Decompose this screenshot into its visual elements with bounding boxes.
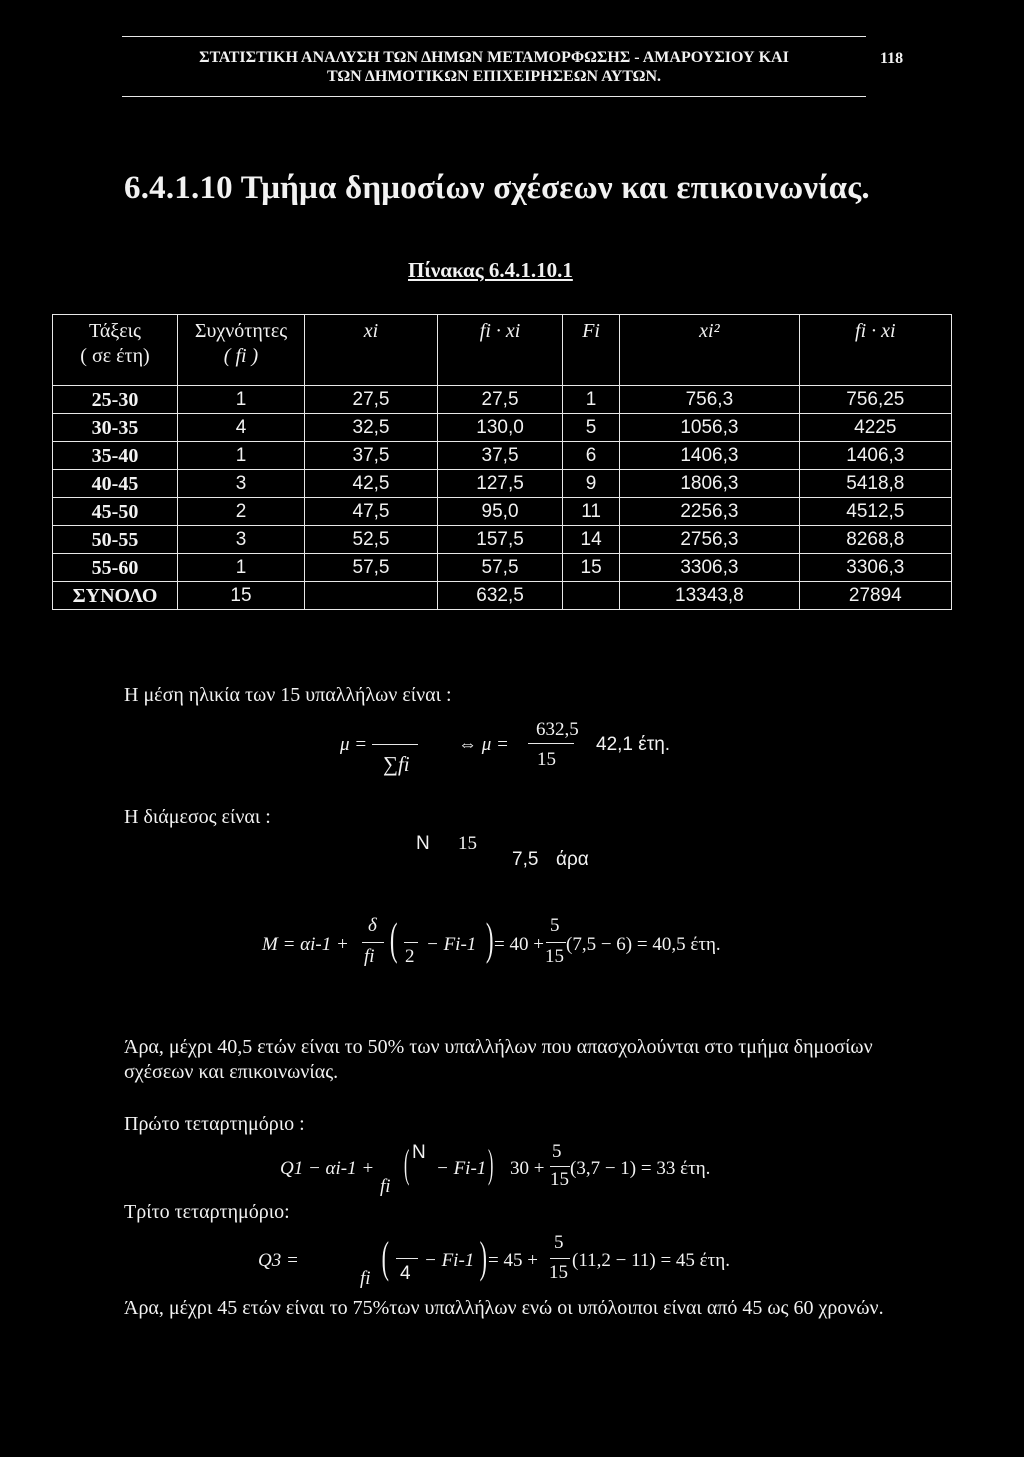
median-open-paren: ( (389, 913, 398, 964)
q3-eq: = 45 + (488, 1250, 538, 1271)
q1-calc: (3,7 − 1) = 33 έτη. (570, 1158, 711, 1179)
table-caption: Πίνακας 6.4.1.10.1 (408, 258, 573, 282)
q1-lhs: Q1 − αi-1 + (280, 1158, 375, 1179)
q3-lhs: Q3 = (258, 1250, 299, 1271)
median-n-over-2-line (404, 942, 418, 943)
q1-intro: Πρώτο τεταρτημόριο : (124, 1113, 305, 1135)
mean-sum-f: ∑fi (383, 752, 410, 776)
table-row: 50-55 3 52,5 157,5 14 2756,3 8268,8 (53, 526, 952, 554)
median-n-value: 15 (458, 833, 477, 854)
median-formula-lhs: M = αi-1 + (262, 934, 349, 955)
header-top-rule (122, 36, 866, 37)
header-bottom-rule (122, 96, 866, 97)
mean-denominator: 15 (537, 749, 556, 770)
median-fi: fi (364, 946, 375, 967)
median-minus-F: − Fi-1 (426, 934, 477, 955)
table-row: 55-60 1 57,5 57,5 15 3306,3 3306,3 (53, 554, 952, 582)
q3-n-over-4-line (396, 1258, 418, 1259)
table-row: 40-45 3 42,5 127,5 9 1806,3 5418,8 (53, 470, 952, 498)
median-fifteen: 15 (545, 946, 564, 967)
median-fraction-line (362, 942, 384, 943)
median-close-paren: ) (485, 913, 494, 964)
table-row: 30-35 4 32,5 130,0 5 1056,3 4225 (53, 414, 952, 442)
conclusion-median: Άρα, μέχρι 40,5 ετών είναι το 50% των υπαλλήλων που απασχολούνται στο τμήμα δημοσίων σχέσεων και επικοινωνίας. (124, 1036, 873, 1083)
median-two: 2 (405, 946, 415, 967)
q1-n: N (412, 1142, 426, 1163)
median-five: 5 (550, 915, 560, 936)
table-row: 45-50 2 47,5 95,0 11 2256,3 4512,5 (53, 498, 952, 526)
q3-four: 4 (400, 1263, 411, 1284)
running-header (122, 48, 866, 86)
table-row: 35-40 1 37,5 37,5 6 1406,3 1406,3 (53, 442, 952, 470)
q3-fraction-line (550, 1258, 570, 1259)
q1-fi: fi (380, 1176, 391, 1197)
median-delta: δ (368, 915, 377, 936)
page-number: 118 (880, 50, 904, 67)
q1-minus-F: − Fi-1 (436, 1158, 487, 1179)
mean-mu-label: μ = (340, 734, 368, 755)
q1-num: 5 (552, 1141, 562, 1162)
median-n-label: N (416, 833, 430, 854)
col-header-xi: xi (305, 315, 438, 386)
q3-minus-F: − Fi-1 (424, 1250, 475, 1271)
col-header-frequency: Συχνότητες ( fi ) (178, 315, 305, 386)
header-line-1: ΣΤΑΤΙΣΤΙΚΗ ΑΝΑΛΥΣΗ ΤΩΝ ΔΗΜΩΝ ΜΕΤΑΜΟΡΦΩΣΗΣ - ΑΜΑΡΟΥΣΙΟΥ ΚΑΙ (199, 49, 789, 66)
q1-fraction-line (550, 1166, 570, 1167)
header-line-2: ΤΩΝ ΔΗΜΟΤΙΚΩΝ ΕΠΙΧΕΙΡΗΣΕΩΝ ΑΥΤΩΝ. (326, 68, 662, 85)
q3-calc: (11,2 − 11) = 45 έτη. (572, 1250, 730, 1271)
section-title: 6.4.1.10 Τμήμα δημοσίων σχέσεων και επικοινωνίας. (124, 170, 870, 206)
mean-fraction-line-1 (372, 744, 418, 745)
table-header-row (53, 315, 952, 386)
col-header-classes: Τάξεις ( σε έτη) (53, 315, 178, 386)
q1-eq: 30 + (510, 1158, 545, 1179)
mean-fraction-line-2 (528, 743, 574, 744)
col-header-xi-squared: xi² (620, 315, 800, 386)
q3-fi: fi (360, 1268, 371, 1289)
q3-close-paren: ) (479, 1233, 487, 1282)
median-eq: = 40 + (494, 934, 544, 955)
median-half: 7,5 (512, 849, 539, 870)
median-5-15-line (546, 942, 566, 943)
table-total-row: ΣΥΝΟΛΟ 15 632,5 13343,8 27894 (53, 582, 952, 610)
col-header-Fi: Fi (563, 315, 620, 386)
q3-open-paren: ( (381, 1233, 389, 1282)
frequency-table (52, 314, 952, 610)
conclusion-quartiles: Άρα, μέχρι 45 ετών είναι το 75%των υπαλλήλων ενώ οι υπόλοιποι είναι από 45 ως 60 χρονών. (124, 1297, 884, 1319)
mean-result: 42,1 έτη. (596, 734, 671, 755)
q3-intro: Τρίτο τεταρτημόριο: (124, 1201, 290, 1223)
q3-den: 15 (549, 1262, 568, 1283)
q1-close-bracket: ) (487, 1141, 494, 1186)
table-row: 25-30 1 27,5 27,5 1 756,3 756,25 (53, 386, 952, 414)
mean-intro: Η μέση ηλικία των 15 υπαλλήλων είναι : (124, 684, 452, 706)
col-header-fixi-2: fi · xi (799, 315, 951, 386)
q1-den: 15 (550, 1169, 569, 1190)
median-ara: άρα (556, 849, 589, 870)
q1-open-bracket: ( (403, 1141, 410, 1186)
mean-numerator: 632,5 (536, 719, 579, 740)
median-intro: Η διάμεσος είναι : (124, 806, 271, 828)
median-calc: (7,5 − 6) = 40,5 έτη. (566, 934, 721, 955)
col-header-fixi: fi · xi (438, 315, 563, 386)
mean-iff: ⇔ μ = (458, 734, 509, 755)
q3-num: 5 (554, 1232, 564, 1253)
